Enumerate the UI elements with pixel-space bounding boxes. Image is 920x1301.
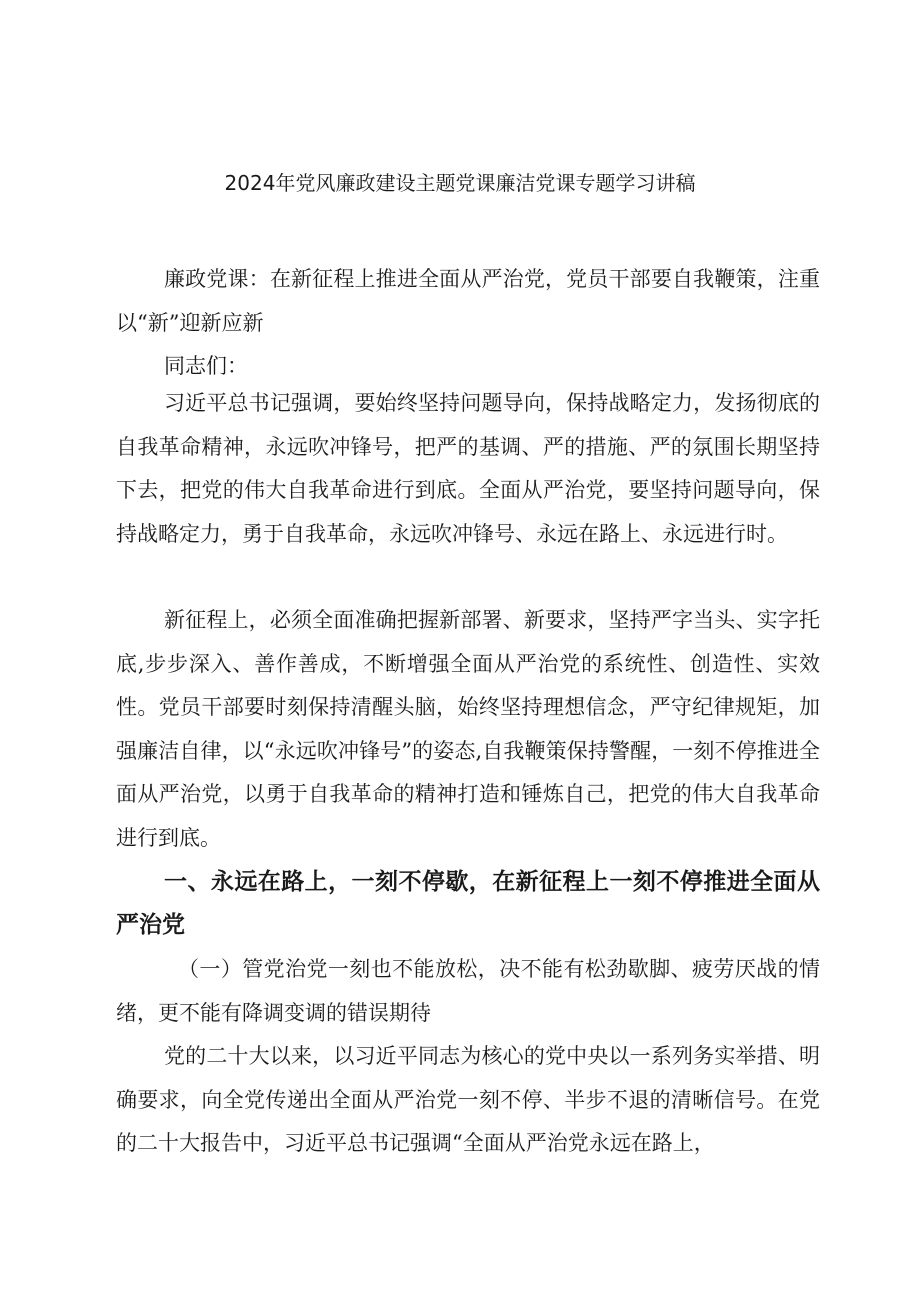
subsection-heading-1: （一）管党治党一刻也不能放松，决不能有松劲歇脚、疲劳厌战的情绪，更不能有降调变调的错误期待 [116,957,820,1025]
document-title: 2024年党风廉政建设主题党课廉洁党课专题学习讲稿 [224,171,696,195]
body-paragraph-1: 习近平总书记强调，要始终坚持问题导向，保持战略定力，发扬彻底的自我革命精神，永远吹冲锋号，把严的基调、严的措施、严的氛围长期坚持下去，把党的伟大自我革命进行到底。全面从严治党，要坚持问题导向，保持战略定力，勇于自我革命，永远吹冲锋号、永远在路上、永远进行时。 [116,391,820,546]
lecture-subtitle: 廉政党课：在新征程上推进全面从严治党，党员干部要自我鞭策，注重以“新”迎新应新 [116,267,820,335]
salutation: 同志们： [164,354,248,378]
body-paragraph-3: 党的二十大以来，以习近平同志为核心的党中央以一系列务实举措、明确要求，向全党传递出全面从严治党一刻不停、半步不退的清晰信号。在党的二十大报告中，习近平总书记强调“全面从严治党永远在路上， [116,1044,820,1155]
section-heading-1: 一、永远在路上，一刻不停歇，在新征程上一刻不停推进全面从严治党 [116,869,820,938]
body-paragraph-2: 新征程上，必须全面准确把握新部署、新要求，坚持严字当头、实字托底,步步深入、善作善成，不断增强全面从严治党的系统性、创造性、实效性。党员干部要时刻保持清醒头脑，始终坚持理想信念，严守纪律规矩，加强廉洁自律，以“永远吹冲锋号”的姿态,自我鞭策保持警醒，一刻不停推进全面从严治党，以勇于自我革命的精神打造和锤炼自己，把党的伟大自我革命进行到底。 [116,608,820,850]
